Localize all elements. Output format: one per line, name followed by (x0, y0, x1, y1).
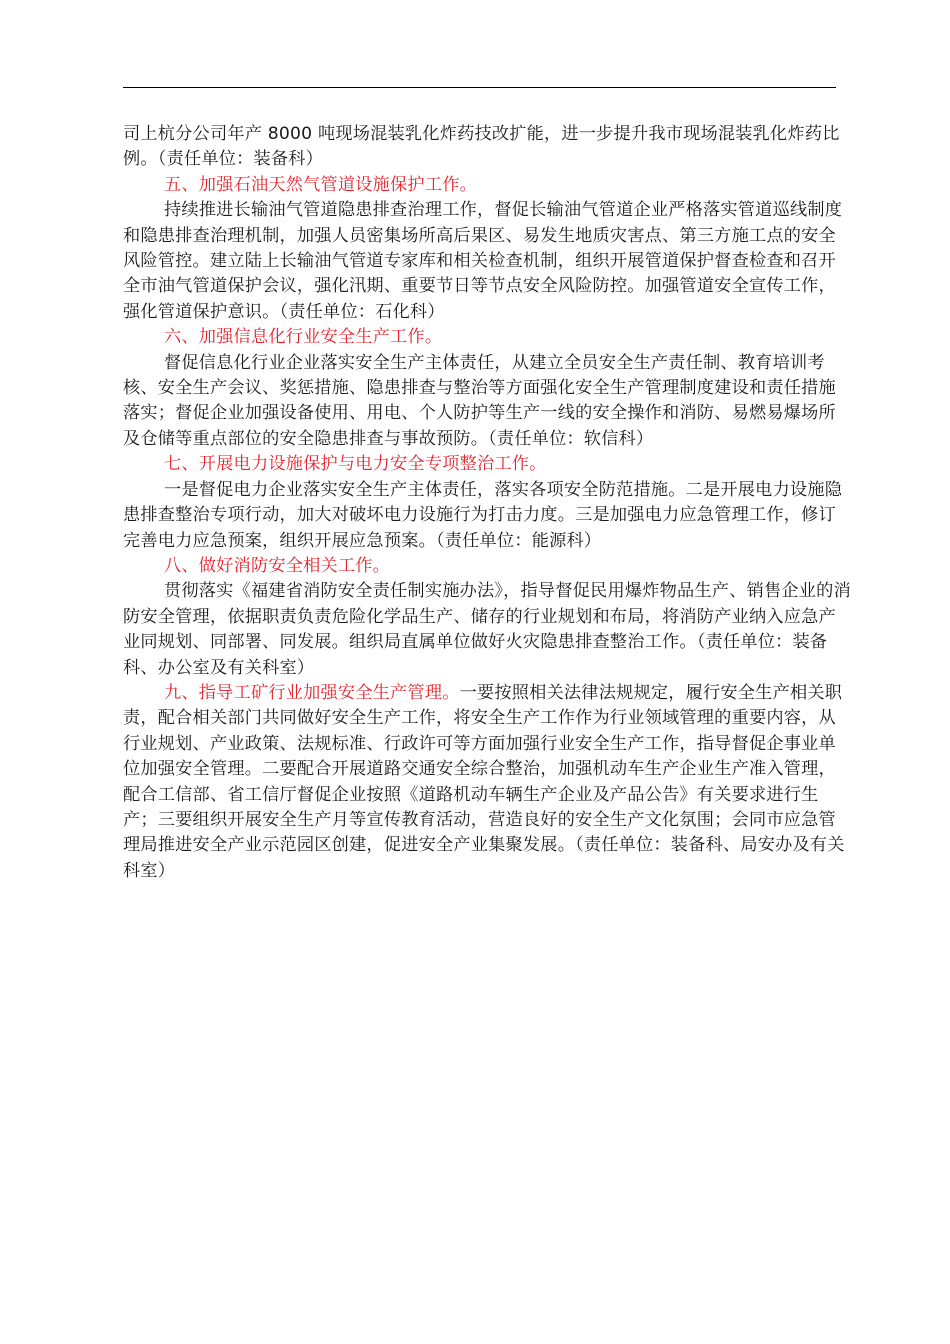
section-heading-7: 七、开展电力设施保护与电力安全专项整治工作。 (164, 454, 547, 475)
section-body-6: 督促信息化行业企业落实安全生产主体责任，从建立全员安全生产责任制、教育培训考核、安全生产会议、奖惩措施、隐患排查与整治等方面强化安全生产管理制度建设和责任措施落实；督促企业加强设备使用、用电、个人防护等生产一线的安全操作和消防、易燃易爆场所及仓储等重点部位的安全隐患排查与事故预防。（责任单位：软信科） (123, 352, 836, 449)
section-body-5: 持续推进长输油气管道隐患排查治理工作，督促长输油气管道企业严格落实管道巡线制度和隐患排查治理机制，加强人员密集场所高后果区、易发生地质灾害点、第三方施工点的安全风险管控。建立陆上长输油气管道专家库和相关检查机制，组织开展管道保护督查检查和召开全市油气管道保护会议，强化汛期、重要节日等节点安全风险防控。加强管道安全宣传工作，强化管道保护意识。（责任单位：石化科） (123, 200, 843, 322)
section-heading-6: 六、加强信息化行业安全生产工作。 (164, 327, 443, 348)
section-heading-5: 五、加强石油天然气管道设施保护工作。 (164, 174, 477, 195)
section-paragraph-9 (123, 681, 853, 884)
section-body-7: 一是督促电力企业落实安全生产主体责任，落实各项安全防范措施。二是开展电力设施隐患排查整治专项行动，加大对破坏电力设施行为打击力度。三是加强电力应急管理工作，修订完善电力应急预案，组织开展应急预案。（责任单位：能源科） (123, 479, 843, 551)
header-rule (123, 87, 836, 88)
intro-paragraph: 司上杭分公司年产 8000 吨现场混装乳化炸药技改扩能，进一步提升我市现场混装乳化炸药比例。（责任单位：装备科） (123, 124, 840, 170)
section-body-8: 贯彻落实《福建省消防安全责任制实施办法》，指导督促民用爆炸物品生产、销售企业的消防安全管理，依据职责负责危险化学品生产、储存的行业规划和布局，将消防产业纳入应急产业同规划、同部署、同发展。组织局直属单位做好火灾隐患排查整治工作。（责任单位：装备科、办公室及有关科室） (123, 581, 851, 678)
document-body (123, 122, 853, 884)
section-heading-9: 九、指导工矿行业加强安全生产管理。 (164, 682, 460, 703)
section-body-9: 一要按照相关法律法规规定，履行安全生产相关职责，配合相关部门共同做好安全生产工作，将安全生产工作作为行业领域管理的重要内容，从行业规划、产业政策、法规标准、行政许可等方面加强行业安全生产工作，指导督促企事业单位加强安全管理。二要配合开展道路交通安全综合整治，加强机动车生产企业生产准入管理，配合工信部、省工信厅督促企业按照《道路机动车辆生产企业及产品公告》有关要求进行生产；三要组织开展安全生产月等宣传教育活动，营造良好的安全生产文化氛围；会同市应急管理局推进安全产业示范园区创建，促进安全产业集聚发展。（责任单位：装备科、局安办及有关科室） (123, 682, 845, 881)
section-heading-8: 八、做好消防安全相关工作。 (164, 555, 391, 576)
